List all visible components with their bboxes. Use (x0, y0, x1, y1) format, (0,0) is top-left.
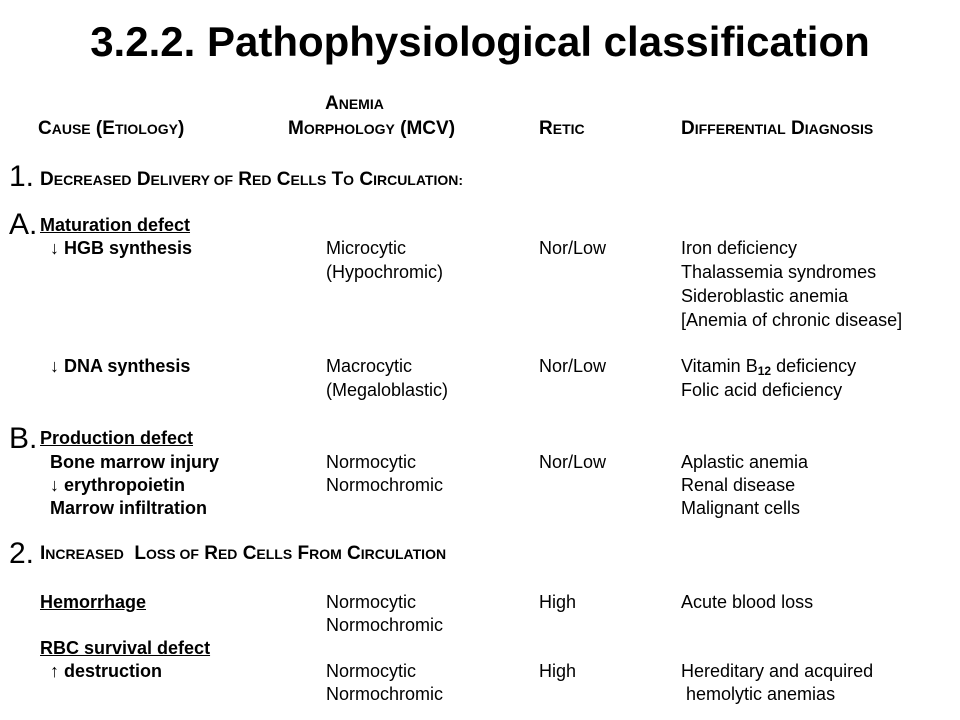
anemia-header: ANEMIA (325, 93, 384, 114)
survival-diagnosis-2: hemolytic anemias (681, 684, 836, 704)
bone-marrow-injury-cause: Bone marrow injury (50, 452, 220, 472)
morphology-header: MORPHOLOGY (MCV) (288, 118, 456, 139)
differential-diagnosis-header: DIFFERENTIAL DIAGNOSIS (681, 118, 874, 139)
hgb-diagnosis-2: Thalassemia syndromes (681, 262, 877, 282)
production-diagnosis-1: Aplastic anemia (681, 452, 809, 472)
hgb-diagnosis-4: [Anemia of chronic disease] (681, 310, 903, 330)
hgb-diagnosis-1: Iron deficiency (681, 238, 798, 258)
dna-retic: Nor/Low (539, 356, 607, 376)
dna-synthesis-cause: ↓ DNA synthesis (50, 356, 191, 376)
survival-diagnosis-1: Hereditary and acquired (681, 661, 874, 681)
cause-header: CAUSE (ETIOLOGY) (38, 118, 185, 139)
subsection-marker-b: B. (9, 422, 38, 455)
survival-retic: High (539, 661, 577, 681)
production-morphology-2: Normochromic (326, 475, 444, 495)
dna-morphology-1: Macrocytic (326, 356, 413, 376)
production-diagnosis-2: Renal disease (681, 475, 796, 495)
hemorrhage-morphology-1: Normocytic (326, 592, 417, 612)
hemorrhage-morphology-2: Normochromic (326, 615, 444, 635)
hemorrhage-heading: Hemorrhage (40, 592, 147, 612)
hgb-retic: Nor/Low (539, 238, 607, 258)
dna-morphology-2: (Megaloblastic) (326, 380, 449, 400)
retic-header: RETIC (539, 118, 585, 139)
hgb-diagnosis-3: Sideroblastic anemia (681, 286, 849, 306)
dna-diagnosis-2: Folic acid deficiency (681, 380, 843, 400)
section-1-heading: DECREASED DELIVERY OF RED CELLS TO CIRCULATION: (40, 169, 464, 190)
erythropoietin-cause: ↓ erythropoietin (50, 475, 186, 495)
production-defect-heading: Production defect (40, 428, 194, 448)
section-number-2: 2. (9, 537, 35, 570)
production-morphology-1: Normocytic (326, 452, 417, 472)
section-number-1: 1. (9, 160, 35, 193)
slide-title: 3.2.2. Pathophysiological classification (90, 18, 870, 65)
subsection-marker-a: A. (9, 208, 38, 241)
rbc-survival-defect-heading: RBC survival defect (40, 638, 211, 658)
hemorrhage-retic: High (539, 592, 577, 612)
hgb-morphology-1: Microcytic (326, 238, 406, 258)
destruction-cause: ↑ destruction (50, 661, 163, 681)
survival-morphology-2: Normochromic (326, 684, 444, 704)
section-2-heading: INCREASED LOSS OF RED CELLS FROM CIRCULATION (40, 543, 447, 564)
hgb-synthesis-cause: ↓ HGB synthesis (50, 238, 193, 258)
production-retic: Nor/Low (539, 452, 607, 472)
dna-diagnosis-1: Vitamin $B_{12}$ deficiency (681, 356, 857, 378)
maturation-defect-heading: Maturation defect (40, 215, 191, 235)
marrow-infiltration-cause: Marrow infiltration (50, 498, 207, 518)
hemorrhage-diagnosis: Acute blood loss (681, 592, 814, 612)
production-diagnosis-3: Malignant cells (681, 498, 801, 518)
hgb-morphology-2: (Hypochromic) (326, 262, 444, 282)
survival-morphology-1: Normocytic (326, 661, 417, 681)
